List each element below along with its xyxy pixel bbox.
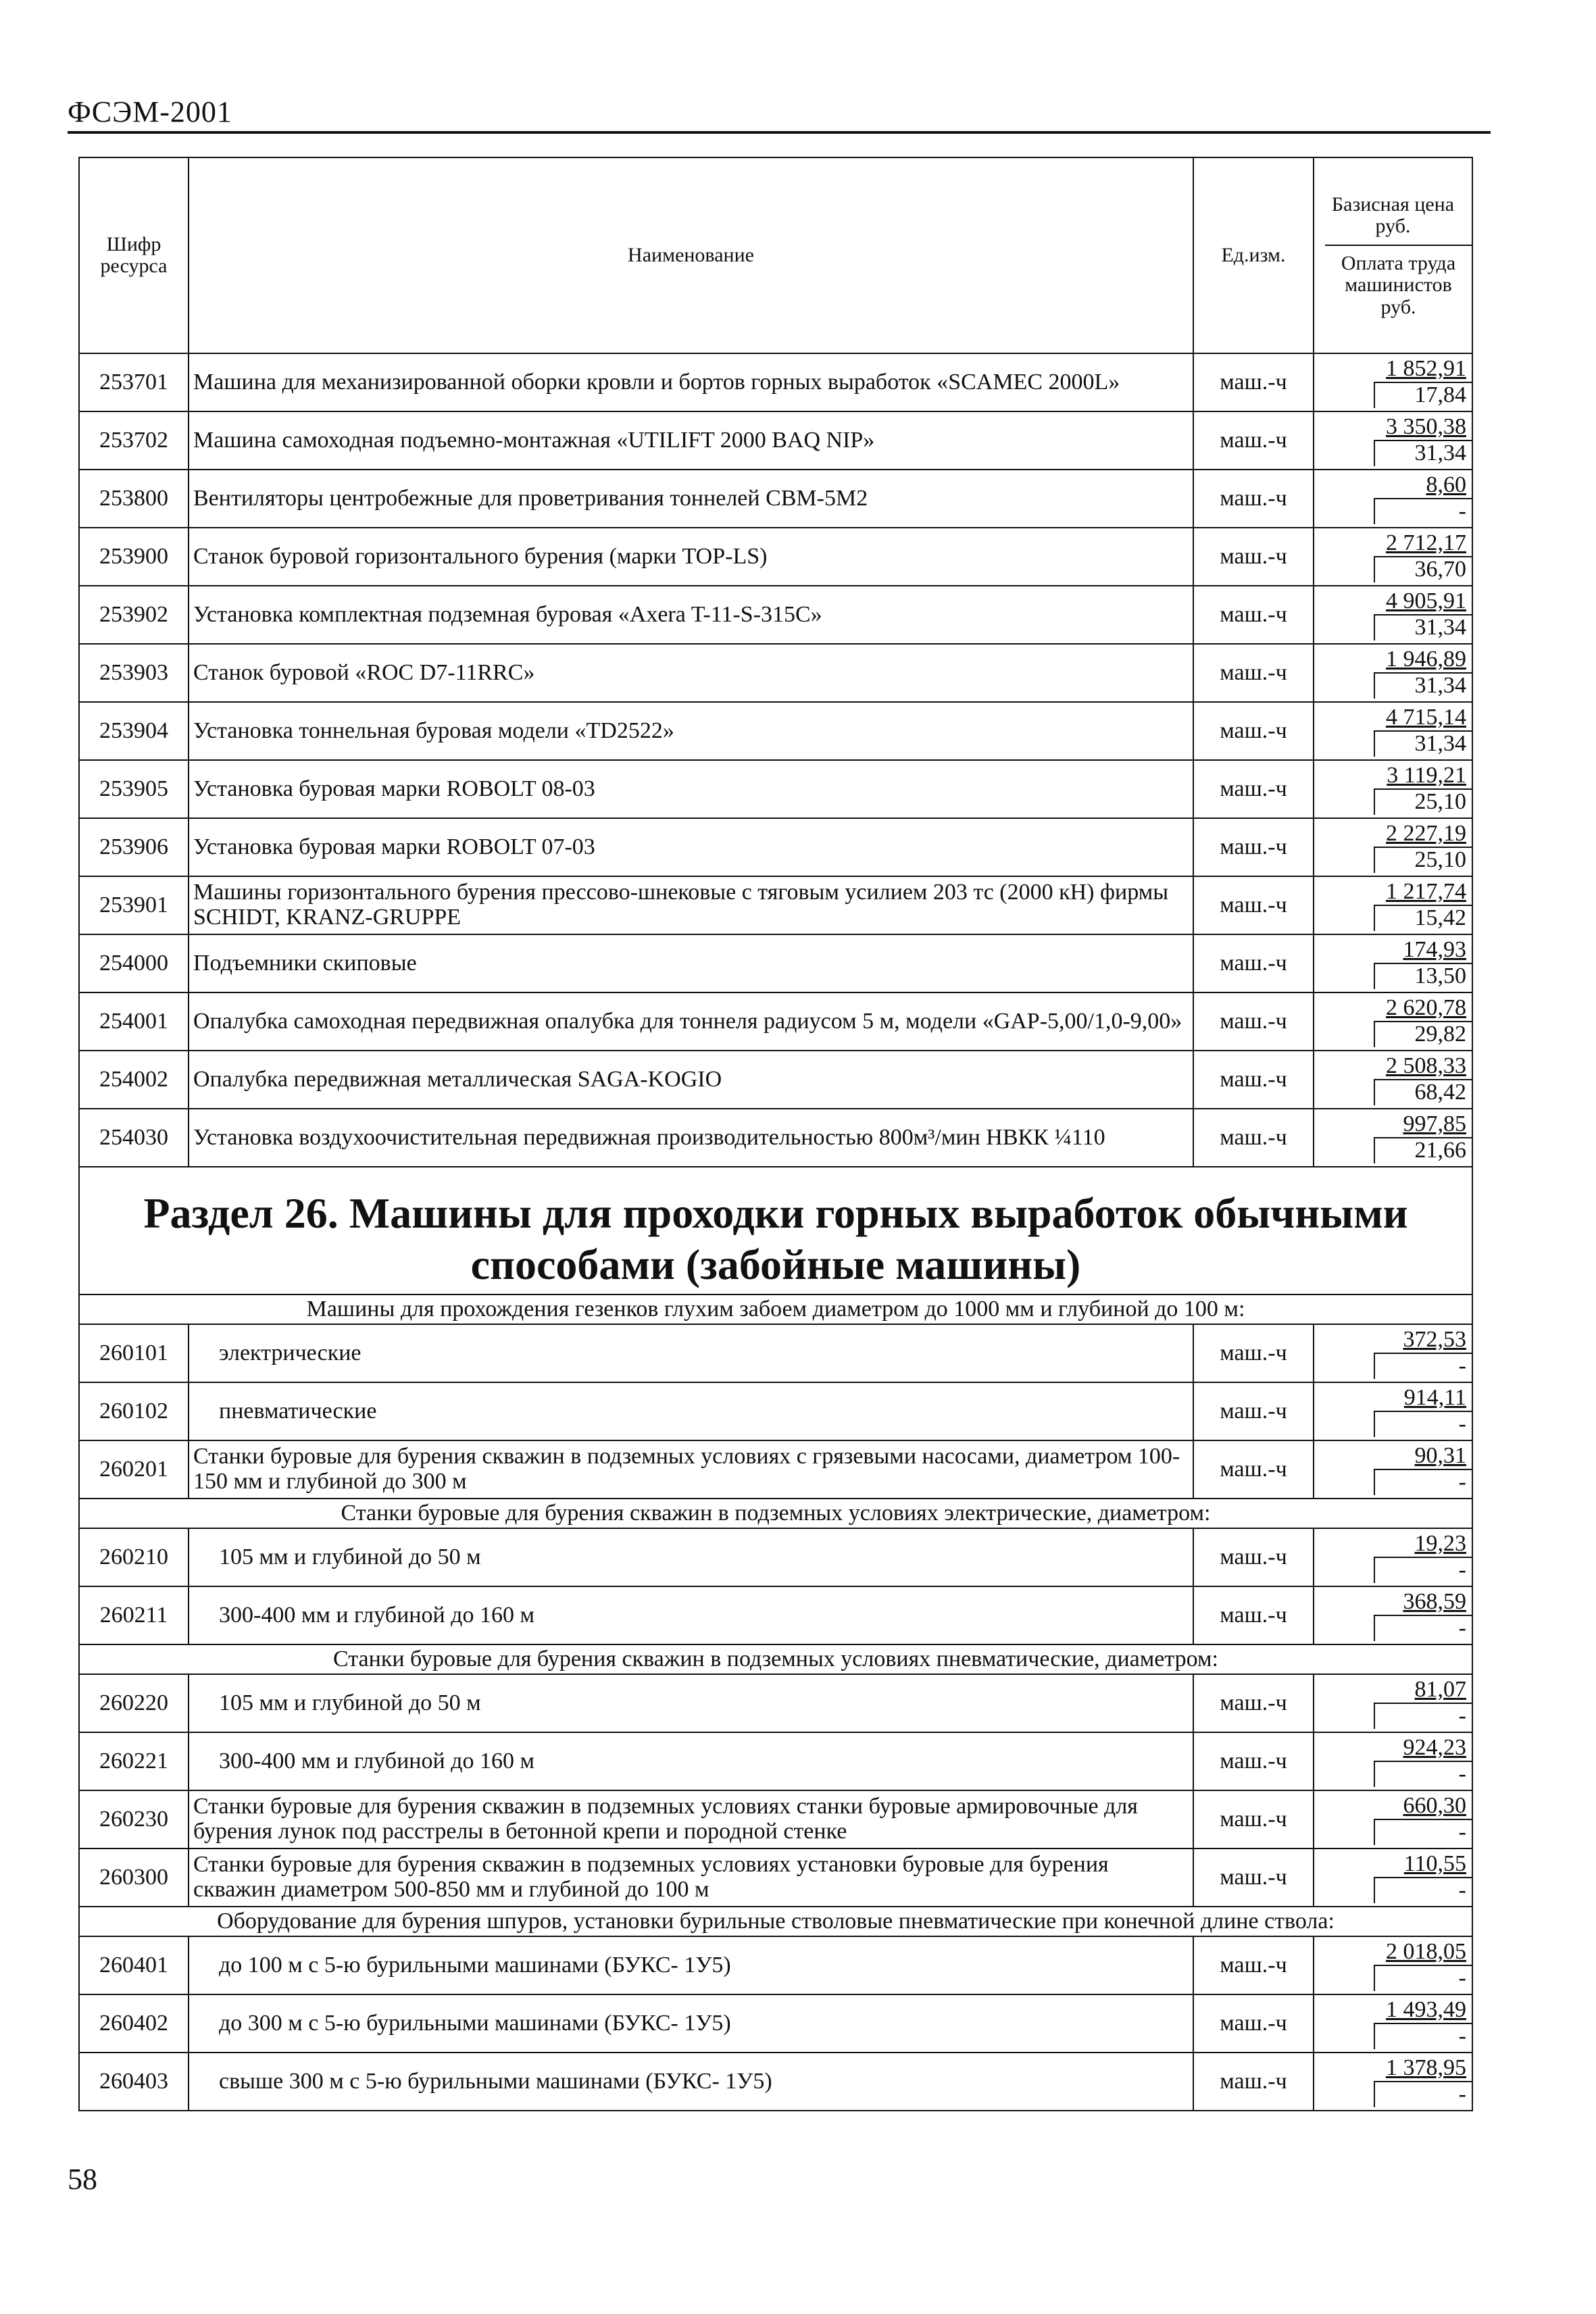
row-name: Установка буровая марки ROBOLT 08-03 <box>189 760 1193 818</box>
row-code: 253701 <box>79 353 189 411</box>
header-rule <box>68 131 1491 134</box>
row-labor-box <box>1374 905 1472 931</box>
row-labor: - <box>1458 2023 1466 2049</box>
row-labor-box <box>1374 1079 1472 1105</box>
row-price-cell <box>1314 411 1472 470</box>
table-body-b <box>79 1790 1472 1907</box>
row-price-cell <box>1314 586 1472 644</box>
header-price-cell <box>1314 157 1472 353</box>
row-labor-box <box>1374 730 1472 757</box>
page-number: 58 <box>68 2163 97 2196</box>
row-unit: маш.-ч <box>1193 1324 1314 1382</box>
row-unit: маш.-ч <box>1193 1051 1314 1109</box>
row-labor: - <box>1458 1878 1466 1903</box>
row-code: 260221 <box>79 1732 189 1790</box>
table-row <box>79 818 1472 876</box>
row-base-price: 997,85 <box>1403 1111 1466 1137</box>
row-code: 260300 <box>79 1848 189 1907</box>
row-unit: маш.-ч <box>1193 353 1314 411</box>
row-labor: 13,50 <box>1414 963 1466 988</box>
row-price-cell <box>1314 1848 1472 1907</box>
row-unit: маш.-ч <box>1193 702 1314 760</box>
row-unit: маш.-ч <box>1193 1732 1314 1790</box>
row-name: Вентиляторы центробежные для проветривания тоннелей СВМ-5М2 <box>189 470 1193 528</box>
row-base-price: 110,55 <box>1403 1851 1466 1877</box>
row-labor: 68,42 <box>1414 1080 1466 1105</box>
row-base-price: 3 350,38 <box>1386 414 1466 440</box>
row-code: 253904 <box>79 702 189 760</box>
row-labor: 25,10 <box>1414 847 1466 872</box>
row-labor: - <box>1458 1761 1466 1787</box>
row-unit: маш.-ч <box>1193 760 1314 818</box>
row-code: 253905 <box>79 760 189 818</box>
row-base-price: 660,30 <box>1403 1793 1466 1819</box>
row-labor-box <box>1374 788 1472 815</box>
row-unit: маш.-ч <box>1193 411 1314 470</box>
row-code: 260102 <box>79 1382 189 1440</box>
row-name: электрические <box>189 1324 1193 1382</box>
row-labor: 31,34 <box>1414 731 1466 756</box>
group-heading-4: Оборудование для бурения шпуров, установки бурильные стволовые пневматические при конечной длине ствола: <box>79 1907 1472 1936</box>
header-base-price: Базисная цена руб. <box>1331 193 1455 238</box>
row-name: 300-400 мм и глубиной до 160 м <box>189 1732 1193 1790</box>
row-labor: - <box>1458 1703 1466 1729</box>
row-price-cell <box>1314 1936 1472 1994</box>
row-unit: маш.-ч <box>1193 1790 1314 1848</box>
row-labor-box <box>1374 1353 1472 1379</box>
row-price-cell <box>1314 1051 1472 1109</box>
row-base-price: 81,07 <box>1414 1677 1466 1703</box>
table-row <box>79 1848 1472 1907</box>
row-base-price: 1 378,95 <box>1386 2055 1466 2081</box>
row-base-price: 8,60 <box>1426 472 1466 498</box>
row-base-price: 3 119,21 <box>1387 763 1466 788</box>
row-unit: маш.-ч <box>1193 934 1314 992</box>
row-labor: - <box>1458 1353 1466 1379</box>
row-unit: маш.-ч <box>1193 586 1314 644</box>
row-code: 253702 <box>79 411 189 470</box>
row-code: 253906 <box>79 818 189 876</box>
row-labor-box <box>1374 440 1472 466</box>
row-code: 260101 <box>79 1324 189 1382</box>
row-labor-box <box>1374 1703 1472 1729</box>
row-name: Станки буровые для бурения скважин в подземных условиях установки буровые для бурения скважин диаметром 500-850 мм и глубиной до 100 м <box>189 1848 1193 1907</box>
row-name: Подъемники скиповые <box>189 934 1193 992</box>
table-row <box>79 2053 1472 2111</box>
row-name: Машина самоходная подъемно-монтажная «UTILIFT 2000 BAQ NIP» <box>189 411 1193 470</box>
table-row <box>79 586 1472 644</box>
section-body <box>79 1167 1472 1324</box>
row-price-cell <box>1314 1674 1472 1732</box>
table-row <box>79 992 1472 1051</box>
row-price-cell <box>1314 1790 1472 1848</box>
table-body-g4 <box>79 1936 1472 2111</box>
row-labor: - <box>1458 1557 1466 1583</box>
row-base-price: 4 715,14 <box>1386 705 1466 730</box>
row-unit: маш.-ч <box>1193 1586 1314 1644</box>
row-base-price: 372,53 <box>1403 1327 1466 1353</box>
row-labor: 29,82 <box>1414 1022 1466 1047</box>
row-price-cell <box>1314 1109 1472 1167</box>
header-name: Наименование <box>189 157 1193 353</box>
row-labor: 31,34 <box>1414 441 1466 466</box>
table-row <box>79 1790 1472 1848</box>
table-row <box>79 1324 1472 1382</box>
row-labor-box <box>1374 963 1472 989</box>
row-price-cell <box>1314 702 1472 760</box>
table-body-g1 <box>79 1324 1472 1440</box>
group-2-header <box>79 1499 1472 1528</box>
row-code: 260403 <box>79 2053 189 2111</box>
row-labor-box <box>1374 1469 1472 1495</box>
table-row <box>79 1382 1472 1440</box>
row-labor: 36,70 <box>1414 557 1466 582</box>
row-base-price: 1 493,49 <box>1386 1997 1466 2023</box>
row-base-price: 4 905,91 <box>1386 588 1466 614</box>
row-name: Станок буровой «ROC D7-11RRC» <box>189 644 1193 702</box>
row-labor-box <box>1374 1411 1472 1437</box>
row-base-price: 1 217,74 <box>1386 879 1466 905</box>
row-unit: маш.-ч <box>1193 1440 1314 1499</box>
table-body-260201 <box>79 1440 1472 1499</box>
table-row <box>79 1528 1472 1586</box>
table-row <box>79 1440 1472 1499</box>
row-unit: маш.-ч <box>1193 470 1314 528</box>
row-labor-box <box>1374 1615 1472 1641</box>
row-price-cell <box>1314 353 1472 411</box>
table-row <box>79 1109 1472 1167</box>
row-price-cell <box>1314 934 1472 992</box>
row-labor-box <box>1374 672 1472 699</box>
row-base-price: 2 018,05 <box>1386 1939 1466 1965</box>
row-price-cell <box>1314 992 1472 1051</box>
row-labor-box <box>1374 1965 1472 1991</box>
row-unit: маш.-ч <box>1193 1528 1314 1586</box>
row-price-cell <box>1314 1528 1472 1586</box>
row-labor-box <box>1374 1137 1472 1163</box>
row-price-cell <box>1314 876 1472 934</box>
table-row <box>79 934 1472 992</box>
row-labor: - <box>1458 499 1466 524</box>
row-name: Станки буровые для бурения скважин в подземных условиях с грязевыми насосами, диаметром 100-150 мм и глубиной до 300 м <box>189 1440 1193 1499</box>
row-labor: 15,42 <box>1414 905 1466 930</box>
table-row <box>79 760 1472 818</box>
row-price-cell <box>1314 644 1472 702</box>
section-title: Раздел 26. Машины для проходки горных выработок обычными способами (забойные машины) <box>79 1167 1472 1294</box>
row-labor-box <box>1374 1557 1472 1583</box>
table-row <box>79 1586 1472 1644</box>
row-labor-box <box>1374 2023 1472 2049</box>
row-price-cell <box>1314 528 1472 586</box>
row-unit: маш.-ч <box>1193 1382 1314 1440</box>
row-name: Установка комплектная подземная буровая «Axera T-11-S-315C» <box>189 586 1193 644</box>
table-row <box>79 1936 1472 1994</box>
row-labor-box <box>1374 1819 1472 1845</box>
table-row <box>79 876 1472 934</box>
row-base-price: 2 712,17 <box>1386 530 1466 556</box>
row-code: 260211 <box>79 1586 189 1644</box>
row-unit: маш.-ч <box>1193 1674 1314 1732</box>
row-name: Опалубка передвижная металлическая SAGA-KOGIO <box>189 1051 1193 1109</box>
row-base-price: 2 620,78 <box>1386 995 1466 1021</box>
row-labor-box <box>1374 1021 1472 1047</box>
row-base-price: 2 227,19 <box>1386 821 1466 847</box>
row-labor: 31,34 <box>1414 673 1466 698</box>
row-unit: маш.-ч <box>1193 528 1314 586</box>
row-base-price: 90,31 <box>1414 1443 1466 1469</box>
table-row <box>79 1732 1472 1790</box>
row-base-price: 2 508,33 <box>1386 1053 1466 1079</box>
header-unit: Ед.изм. <box>1193 157 1314 353</box>
table-row <box>79 411 1472 470</box>
header-labor: Оплата труда машинистов руб. <box>1325 245 1472 322</box>
row-unit: маш.-ч <box>1193 1994 1314 2053</box>
row-code: 254000 <box>79 934 189 992</box>
row-name: Установка тоннельная буровая модели «TD2522» <box>189 702 1193 760</box>
row-labor: - <box>1458 1965 1466 1991</box>
row-name: Станок буровой горизонтального бурения (марки TOP-LS) <box>189 528 1193 586</box>
row-labor-box <box>1374 1761 1472 1787</box>
table-body-a <box>79 353 1472 1167</box>
table-row <box>79 1674 1472 1732</box>
row-base-price: 1 946,89 <box>1386 647 1466 672</box>
row-labor-box <box>1374 498 1472 524</box>
resource-table <box>78 157 1473 2111</box>
row-labor: 17,84 <box>1414 382 1466 407</box>
table-row <box>79 644 1472 702</box>
row-labor-box <box>1374 2081 1472 2107</box>
row-price-cell <box>1314 1382 1472 1440</box>
row-base-price: 174,93 <box>1403 937 1466 963</box>
row-price-cell <box>1314 470 1472 528</box>
row-labor: - <box>1458 1615 1466 1641</box>
row-unit: маш.-ч <box>1193 876 1314 934</box>
table-row <box>79 1994 1472 2053</box>
row-name: Машины горизонтального бурения прессово-шнековые с тяговым усилием 203 тс (2000 кН) фирмы SCHIDT, KRANZ-GRUPPE <box>189 876 1193 934</box>
row-name: 105 мм и глубиной до 50 м <box>189 1674 1193 1732</box>
row-name: Установка буровая марки ROBOLT 07-03 <box>189 818 1193 876</box>
row-base-price: 368,59 <box>1403 1589 1466 1615</box>
row-code: 260220 <box>79 1674 189 1732</box>
row-unit: маш.-ч <box>1193 644 1314 702</box>
row-labor-box <box>1374 614 1472 640</box>
row-code: 260230 <box>79 1790 189 1848</box>
row-price-cell <box>1314 760 1472 818</box>
row-price-cell <box>1314 818 1472 876</box>
group-heading-2: Станки буровые для бурения скважин в подземных условиях электрические, диаметром: <box>79 1499 1472 1528</box>
group-3-header <box>79 1644 1472 1674</box>
row-name: Опалубка самоходная передвижная опалубка для тоннеля радиусом 5 м, модели «GAP-5,00/1,0-9,00» <box>189 992 1193 1051</box>
row-base-price: 924,23 <box>1403 1735 1466 1761</box>
row-base-price: 914,11 <box>1403 1385 1466 1411</box>
header-code: Шифр ресурса <box>79 157 189 353</box>
table-row <box>79 528 1472 586</box>
row-labor: - <box>1458 1411 1466 1437</box>
row-base-price: 19,23 <box>1414 1531 1466 1557</box>
group-4-header <box>79 1907 1472 1936</box>
row-labor-box <box>1374 1877 1472 1903</box>
row-unit: маш.-ч <box>1193 1109 1314 1167</box>
row-unit: маш.-ч <box>1193 1848 1314 1907</box>
row-code: 254030 <box>79 1109 189 1167</box>
row-labor: 21,66 <box>1414 1138 1466 1163</box>
row-labor: - <box>1458 2082 1466 2107</box>
table-row <box>79 470 1472 528</box>
row-labor: - <box>1458 1819 1466 1845</box>
row-price-cell <box>1314 1586 1472 1644</box>
row-code: 254001 <box>79 992 189 1051</box>
row-name: 300-400 мм и глубиной до 160 м <box>189 1586 1193 1644</box>
row-name: до 300 м с 5-ю бурильными машинами (БУКС- 1У5) <box>189 1994 1193 2053</box>
row-labor-box <box>1374 847 1472 873</box>
row-price-cell <box>1314 1732 1472 1790</box>
row-code: 260402 <box>79 1994 189 2053</box>
document-header: ФСЭМ-2001 <box>68 95 232 128</box>
row-labor: 31,34 <box>1414 615 1466 640</box>
row-code: 253900 <box>79 528 189 586</box>
row-base-price: 1 852,91 <box>1386 356 1466 382</box>
row-code: 254002 <box>79 1051 189 1109</box>
row-code: 260401 <box>79 1936 189 1994</box>
row-name: Станки буровые для бурения скважин в подземных условиях станки буровые армировочные для бурения лунок под расстрелы в бетонной крепи и породной стенке <box>189 1790 1193 1848</box>
row-labor: 25,10 <box>1414 789 1466 814</box>
group-heading-3: Станки буровые для бурения скважин в подземных условиях пневматические, диаметром: <box>79 1644 1472 1674</box>
row-name: свыше 300 м с 5-ю бурильными машинами (БУКС- 1У5) <box>189 2053 1193 2111</box>
table-body-g2 <box>79 1528 1472 1644</box>
row-unit: маш.-ч <box>1193 2053 1314 2111</box>
table-row <box>79 702 1472 760</box>
row-price-cell <box>1314 1440 1472 1499</box>
row-unit: маш.-ч <box>1193 1936 1314 1994</box>
row-code: 260201 <box>79 1440 189 1499</box>
row-price-cell <box>1314 1994 1472 2053</box>
row-name: Установка воздухоочистительная передвижная производительностью 800м³/мин НВКК ¼110 <box>189 1109 1193 1167</box>
row-code: 253800 <box>79 470 189 528</box>
group-heading-1: Машины для прохождения гезенков глухим забоем диаметром до 1000 мм и глубиной до 100 м: <box>79 1294 1472 1324</box>
table-body-g3 <box>79 1674 1472 1790</box>
row-name: 105 мм и глубиной до 50 м <box>189 1528 1193 1586</box>
row-price-cell <box>1314 1324 1472 1382</box>
row-name: пневматические <box>189 1382 1193 1440</box>
row-code: 253903 <box>79 644 189 702</box>
row-code: 253902 <box>79 586 189 644</box>
row-labor-box <box>1374 556 1472 582</box>
row-code: 253901 <box>79 876 189 934</box>
row-labor: - <box>1458 1469 1466 1495</box>
row-name: до 100 м с 5-ю бурильными машинами (БУКС- 1У5) <box>189 1936 1193 1994</box>
row-price-cell <box>1314 2053 1472 2111</box>
row-code: 260210 <box>79 1528 189 1586</box>
row-unit: маш.-ч <box>1193 992 1314 1051</box>
table-row <box>79 1051 1472 1109</box>
row-unit: маш.-ч <box>1193 818 1314 876</box>
row-name: Машина для механизированной оборки кровли и бортов горных выработок «SCAMEC 2000L» <box>189 353 1193 411</box>
row-labor-box <box>1374 382 1472 408</box>
table-row <box>79 353 1472 411</box>
